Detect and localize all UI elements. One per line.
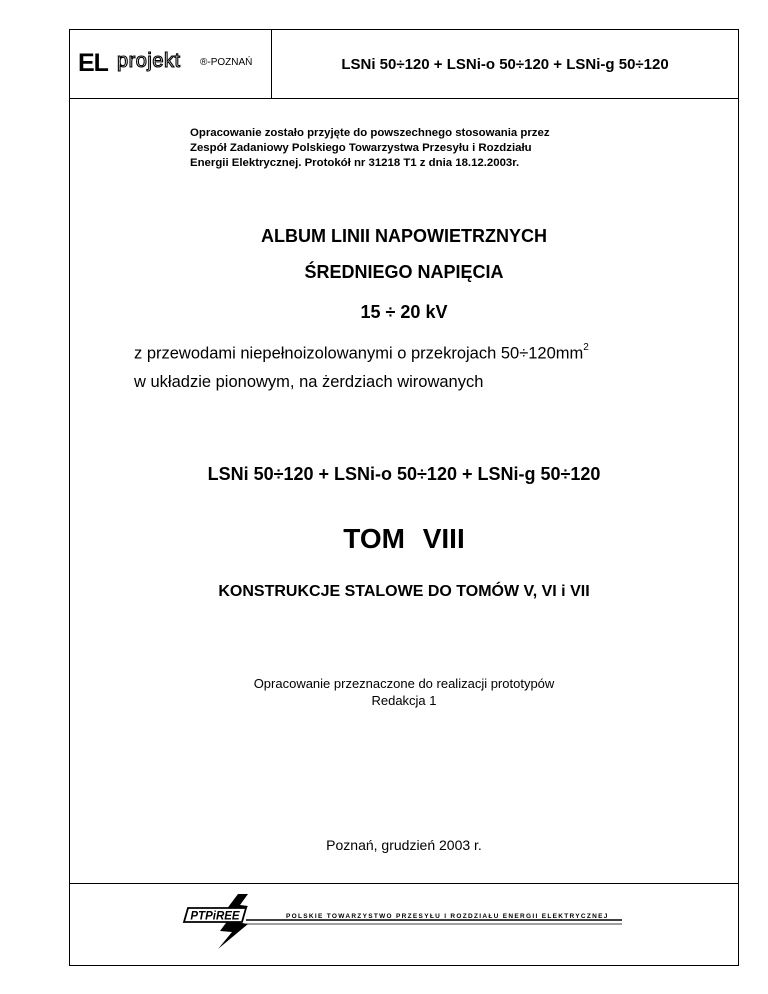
- approval-line-2: Zespół Zadaniowy Polskiego Towarzystwa Przesyłu i Rozdziału: [190, 142, 532, 154]
- voltage-class-title: ŚREDNIEGO NAPIĘCIA: [304, 262, 504, 282]
- logo-el-text: EL: [78, 49, 108, 77]
- approval-note: [190, 126, 690, 171]
- logo-suffix: ®-POZNAŃ: [200, 57, 253, 68]
- volume-subject: KONSTRUKCJE STALOWE DO TOMÓW V, VI i VII: [218, 583, 590, 600]
- prototype-note: Opracowanie przeznaczone do realizacji prototypów: [253, 676, 555, 691]
- conductor-description: [134, 344, 589, 364]
- edition-note: Redakcja 1: [371, 693, 437, 708]
- volume-title: TOM VIII: [343, 523, 465, 554]
- ptpiree-logo-text: PTPiREE: [190, 910, 240, 923]
- projekt-logo-wordmark: [116, 50, 198, 76]
- conductor-description-superscript: 2: [583, 342, 589, 353]
- voltage-range: 15 ÷ 20 kV: [360, 302, 448, 322]
- footer-divider: [70, 883, 738, 884]
- ptpiree-organization-name: POLSKIE TOWARZYSTWO PRZESYŁU I ROZDZIAŁU ENERGII ELEKTRYCZNEJ: [286, 913, 609, 920]
- approval-line-1: Opracowanie zostało przyjęte do powszechnego stosowania przez: [190, 127, 550, 139]
- page-frame: [69, 29, 739, 966]
- conductor-description-text: z przewodami niepełnoizolowanymi o przekrojach 50÷120mm: [134, 344, 584, 363]
- ptpiree-logo: [182, 891, 622, 951]
- header: [70, 30, 738, 99]
- projekt-logo-text: projekt: [117, 50, 181, 72]
- approval-line-3: Energii Elektrycznej. Protokół nr 31218 T1 z dnia 18.12.2003r.: [190, 157, 520, 169]
- place-date: Poznań, grudzień 2003 r.: [326, 837, 482, 853]
- elprojekt-logo: [70, 30, 271, 98]
- header-title: LSNi 50÷120 + LSNi-o 50÷120 + LSNi-g 50÷120: [341, 55, 669, 73]
- arrangement-description: w układzie pionowym, na żerdziach wirowanych: [134, 373, 484, 391]
- album-title: ALBUM LINII NAPOWIETRZNYCH: [261, 226, 547, 246]
- line-types: LSNi 50÷120 + LSNi-o 50÷120 + LSNi-g 50÷120: [207, 464, 601, 484]
- ptpiree-emblem-icon: [182, 891, 622, 951]
